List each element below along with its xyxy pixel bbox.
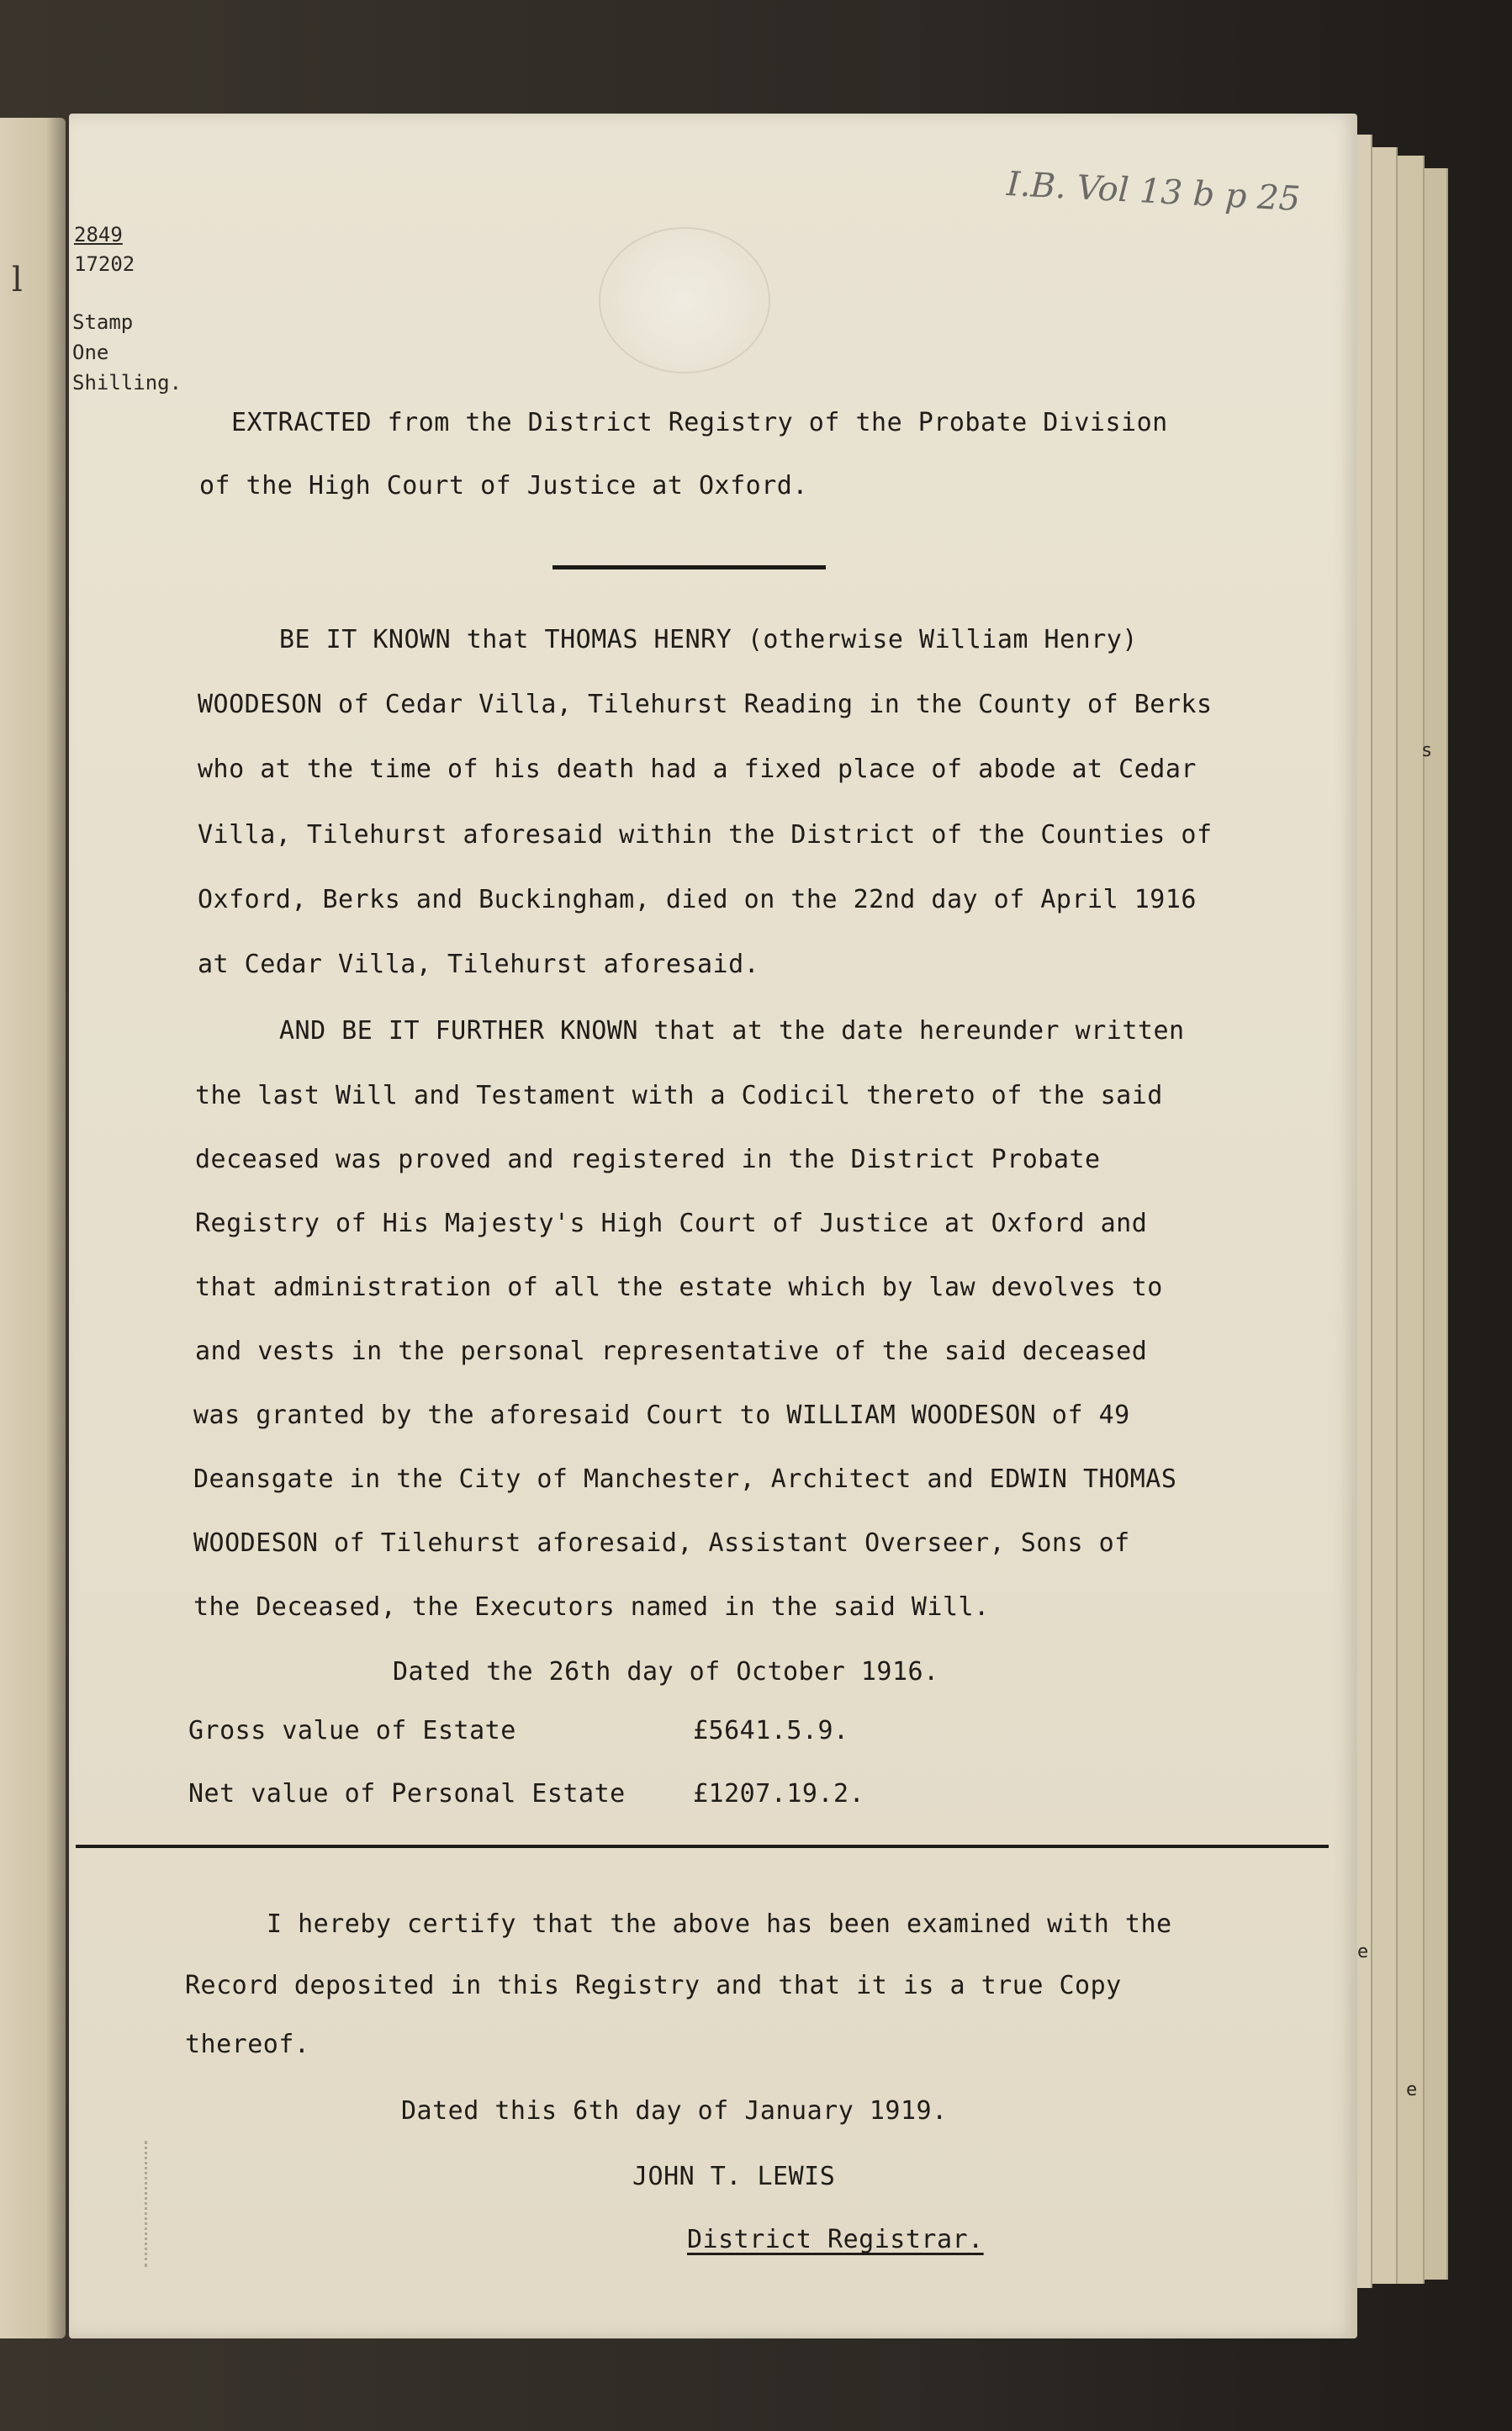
certify-line: thereof. bbox=[185, 2030, 310, 2059]
paragraph-line: BE IT KNOWN that THOMAS HENRY (otherwise William Henry) bbox=[279, 625, 1138, 654]
divider-rule bbox=[552, 565, 826, 569]
paragraph-line: Deansgate in the City of Manchester, Architect and EDWIN THOMAS bbox=[193, 1464, 1177, 1494]
pencil-scribble bbox=[145, 2141, 164, 2267]
paragraph-line: AND BE IT FURTHER KNOWN that at the date hereunder written bbox=[279, 1016, 1185, 1046]
paragraph-line: the last Will and Testament with a Codicil thereto of the said bbox=[195, 1081, 1163, 1110]
stamp-note-line: Stamp bbox=[72, 310, 134, 334]
registrar-name: JOHN T. LEWIS bbox=[632, 2162, 836, 2191]
document-page bbox=[69, 114, 1357, 2338]
paragraph-line: WOODESON of Tilehurst aforesaid, Assistant Overseer, Sons of bbox=[193, 1528, 1130, 1558]
dated-line: Dated this 6th day of January 1919. bbox=[401, 2096, 948, 2126]
paragraph-line: at Cedar Villa, Tilehurst aforesaid. bbox=[198, 950, 760, 979]
net-value-amount: £1207.19.2. bbox=[693, 1779, 865, 1809]
paragraph-line: that administration of all the estate which by law devolves to bbox=[195, 1273, 1163, 1302]
reference-number-bottom: 17202 bbox=[74, 252, 135, 276]
paragraph-line: deceased was proved and registered in the District Probate bbox=[195, 1145, 1101, 1174]
stamp-note bbox=[72, 307, 182, 398]
left-page-mark: l bbox=[12, 261, 23, 299]
pencil-annotation: I.B. Vol 13 b p 25 bbox=[1006, 164, 1302, 220]
paragraph-line: WOODESON of Cedar Villa, Tilehurst Reading in the County of Berks bbox=[198, 690, 1213, 719]
registrar-title: District Registrar. bbox=[687, 2225, 984, 2254]
paragraph-line: and vests in the personal representative of the said deceased bbox=[195, 1337, 1148, 1366]
section-divider bbox=[76, 1845, 1329, 1848]
paragraph-line: Oxford, Berks and Buckingham, died on the 22nd day of April 1916 bbox=[198, 885, 1197, 914]
dated-line: Dated the 26th day of October 1916. bbox=[393, 1657, 939, 1687]
paragraph-line: Villa, Tilehurst aforesaid within the District of the Counties of bbox=[198, 820, 1213, 850]
edge-fragment: e bbox=[1406, 2079, 1418, 2100]
paragraph-line: was granted by the aforesaid Court to WILLIAM WOODESON of 49 bbox=[193, 1401, 1130, 1430]
stamp-note-line: Shilling. bbox=[72, 371, 182, 395]
heading-line: EXTRACTED from the District Registry of the Probate Division bbox=[231, 408, 1168, 437]
heading-line: of the High Court of Justice at Oxford. bbox=[199, 471, 808, 500]
net-value-label: Net value of Personal Estate bbox=[188, 1779, 626, 1809]
left-page-edge bbox=[0, 118, 66, 2338]
reference-number-top: 2849 bbox=[74, 223, 123, 246]
edge-fragment: s bbox=[1421, 740, 1433, 761]
edge-fragment: e bbox=[1357, 1941, 1369, 1962]
gross-value-label: Gross value of Estate bbox=[188, 1716, 516, 1745]
stamp-note-line: One bbox=[72, 341, 109, 364]
certify-line: Record deposited in this Registry and that it is a true Copy bbox=[185, 1971, 1122, 2000]
embossed-seal bbox=[599, 227, 770, 373]
certify-line: I hereby certify that the above has been examined with the bbox=[267, 1909, 1172, 1939]
gross-value-amount: £5641.5.9. bbox=[693, 1716, 849, 1745]
paragraph-line: Registry of His Majesty's High Court of Justice at Oxford and bbox=[195, 1209, 1148, 1238]
paragraph-line: the Deceased, the Executors named in the said Will. bbox=[193, 1592, 990, 1622]
paragraph-line: who at the time of his death had a fixed place of abode at Cedar bbox=[198, 755, 1197, 784]
